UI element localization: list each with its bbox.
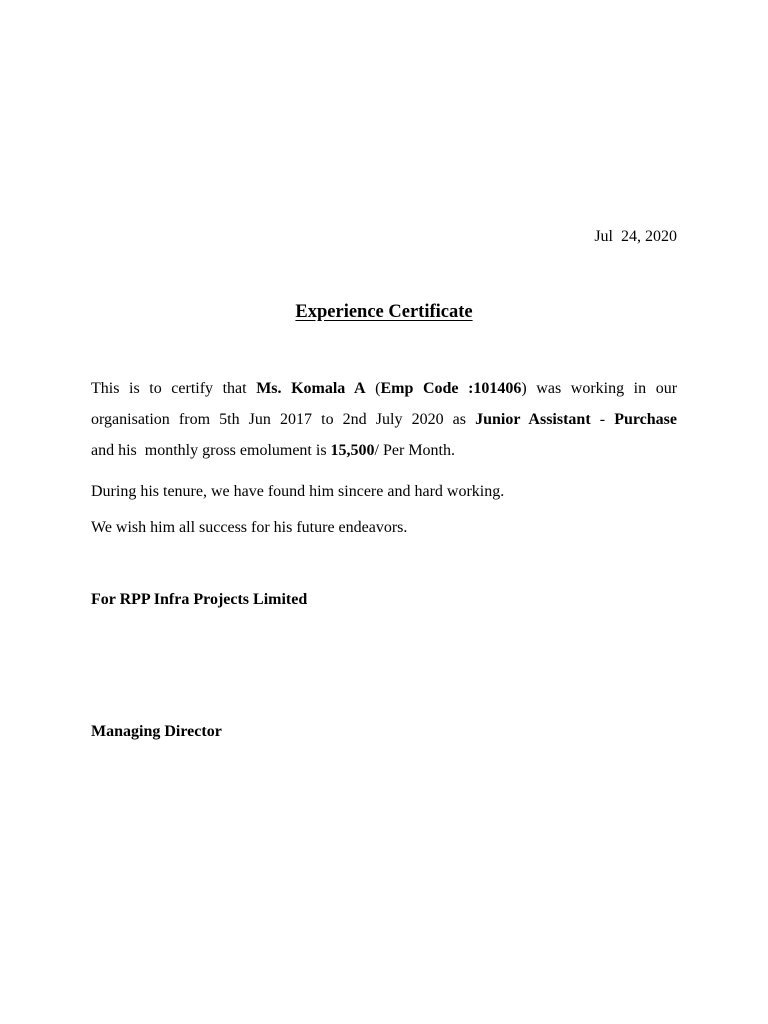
conduct-statement: During his tenure, we have found him sincere and hard working. (91, 483, 505, 500)
designation: Junior Assistant (475, 411, 591, 428)
body-line-3-prefix: and his monthly gross emolument is (91, 442, 331, 459)
wishes-statement: We wish him all success for his future endeavors. (91, 519, 408, 536)
body-line-1 (91, 373, 677, 404)
body-line-3-suffix: / Per Month. (374, 442, 455, 459)
body-line-1-prefix: This is to certify that (91, 380, 257, 397)
certificate-title: Experience Certificate (295, 302, 473, 322)
body-line-3 (91, 435, 677, 466)
company-line: For RPP Infra Projects Limited (91, 591, 308, 608)
body-line-2 (91, 404, 677, 435)
emp-code: Emp Code :101406 (380, 380, 522, 397)
body-line-2-prefix: organisation from 5th Jun 2017 to 2nd July 2020 as (91, 411, 476, 428)
body-line-1-suffix: ) was working in our (521, 380, 678, 397)
open-paren: ( (365, 380, 381, 397)
certificate-date: Jul 24, 2020 (594, 228, 677, 245)
certificate-body-paragraph (91, 373, 677, 466)
department: Purchase (614, 411, 677, 428)
salary: 15,500 (330, 442, 375, 459)
employee-name: Ms. Komala A (256, 380, 366, 397)
signatory-title: Managing Director (91, 723, 222, 740)
designation-separator: - (590, 411, 615, 428)
